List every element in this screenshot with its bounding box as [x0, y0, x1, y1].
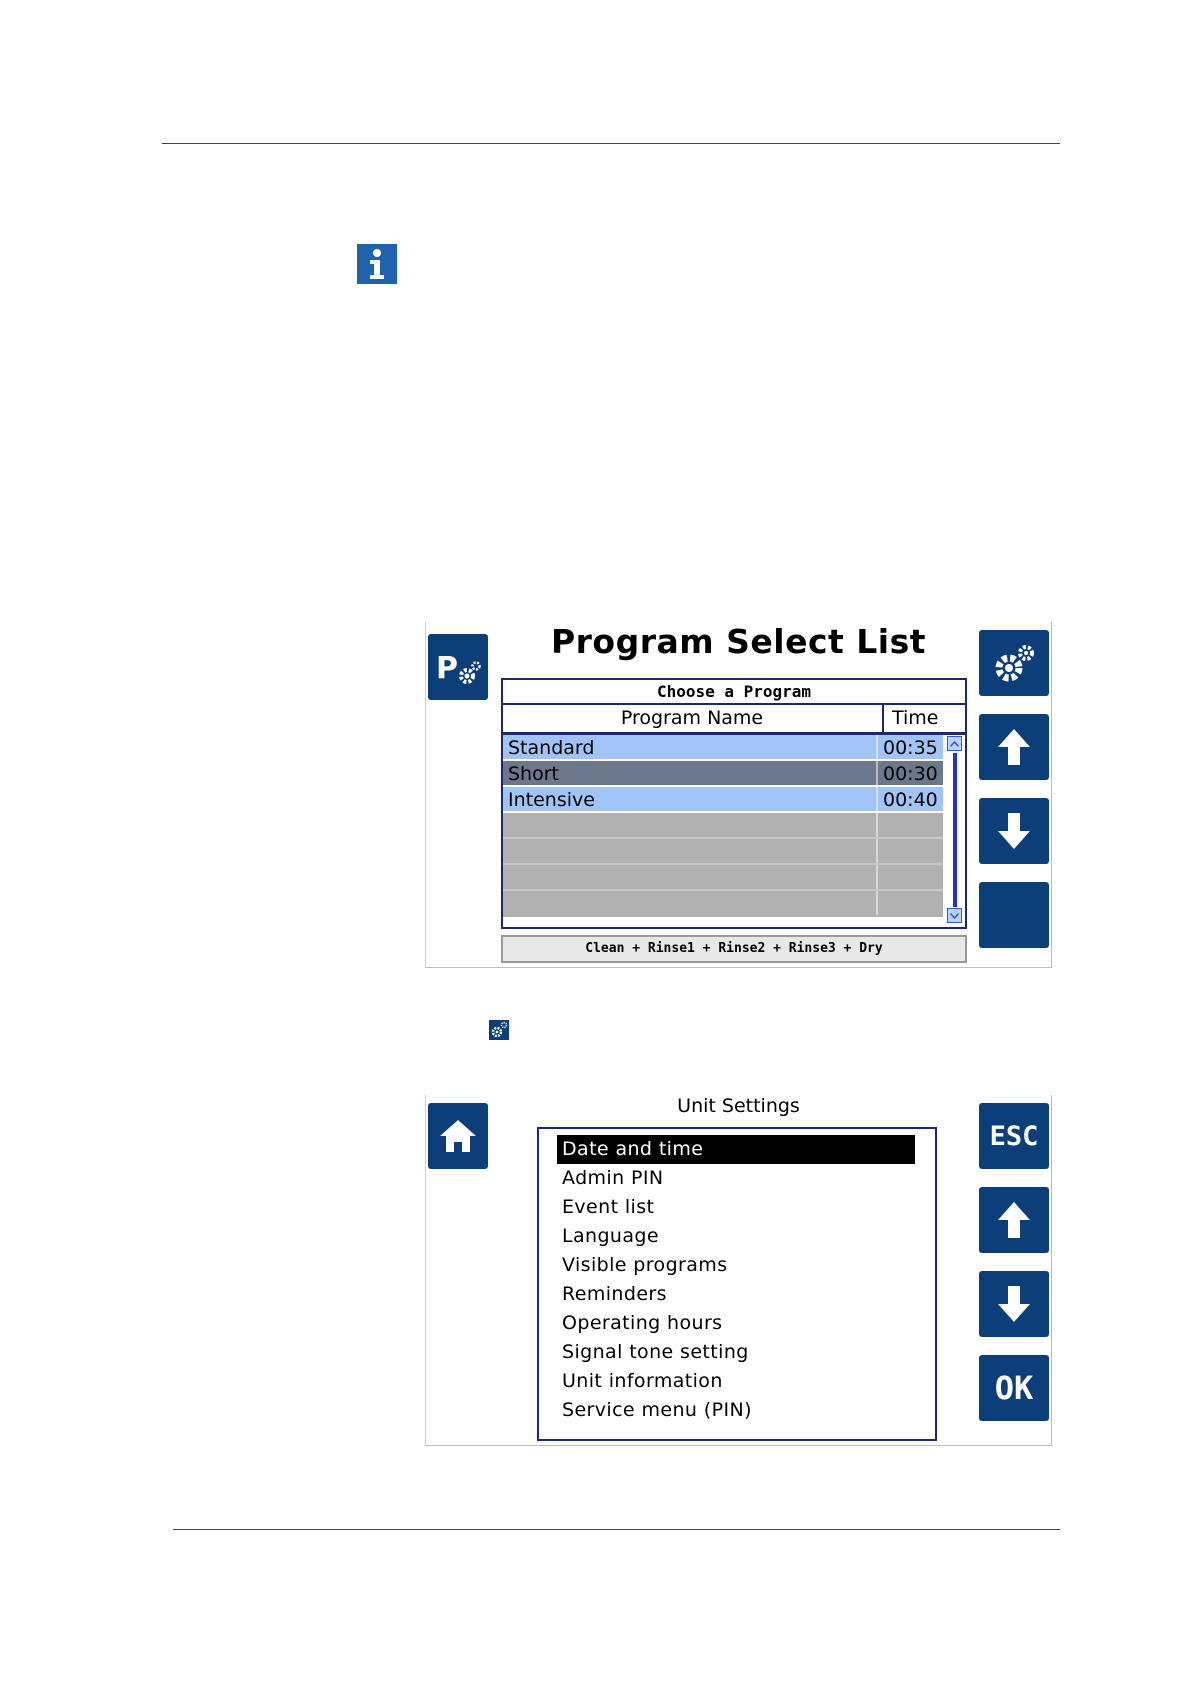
table-row[interactable] — [503, 761, 943, 787]
scroll-down-icon[interactable] — [947, 908, 962, 923]
unit-settings-screen — [425, 1095, 1052, 1446]
esc-button[interactable] — [979, 1103, 1049, 1169]
up-button[interactable] — [979, 714, 1049, 780]
column-program-name: Program Name — [620, 707, 764, 729]
menu-item-unit-information[interactable]: Unit information — [562, 1370, 723, 1392]
down-button[interactable] — [979, 1271, 1049, 1337]
program-sequence: Clean + Rinse1 + Rinse2 + Rinse3 + Dry — [501, 935, 967, 963]
arrow-down-icon — [996, 1284, 1032, 1324]
table-row[interactable] — [503, 839, 943, 865]
menu-item-language[interactable]: Language — [562, 1225, 659, 1247]
scroll-track[interactable] — [953, 753, 957, 907]
menu-item-service-menu[interactable]: Service menu (PIN) — [562, 1399, 752, 1421]
menu-item-admin-pin[interactable]: Admin PIN — [562, 1167, 664, 1189]
blank-button[interactable] — [979, 882, 1049, 948]
table-row[interactable] — [503, 865, 943, 891]
screen-title: Program Select List — [550, 622, 927, 661]
svg-text:P: P — [436, 651, 458, 686]
menu-item-event-list[interactable]: Event list — [562, 1196, 655, 1218]
ok-label: OK — [994, 1369, 1034, 1407]
arrow-up-icon — [996, 727, 1032, 767]
ok-button[interactable] — [979, 1355, 1049, 1421]
program-table — [501, 703, 967, 929]
info-icon — [357, 244, 397, 284]
program-time: 00:35 — [883, 737, 938, 759]
table-row[interactable] — [503, 891, 943, 917]
table-row[interactable] — [503, 813, 943, 839]
arrow-down-icon — [996, 811, 1032, 851]
program-name: Short — [508, 763, 559, 785]
scroll-up-icon[interactable] — [947, 736, 962, 751]
menu-item-operating-hours[interactable]: Operating hours — [562, 1312, 723, 1334]
settings-menu — [537, 1127, 937, 1441]
table-header — [503, 705, 965, 735]
table-row[interactable] — [503, 735, 943, 761]
menu-item-visible-programs[interactable]: Visible programs — [562, 1254, 728, 1276]
footer-rule — [173, 1529, 1060, 1530]
settings-button[interactable] — [979, 630, 1049, 696]
settings-small-icon — [489, 1020, 509, 1040]
up-button[interactable] — [979, 1187, 1049, 1253]
program-rows — [503, 735, 943, 917]
program-select-screen — [425, 622, 1052, 968]
menu-item-signal-tone-setting[interactable]: Signal tone setting — [562, 1341, 749, 1363]
table-row[interactable] — [503, 787, 943, 813]
choose-program-label: Choose a Program — [501, 678, 967, 706]
menu-item-reminders[interactable]: Reminders — [562, 1283, 667, 1305]
screen-title: Unit Settings — [677, 1095, 800, 1117]
menu-item-date-and-time[interactable]: Date and time — [557, 1135, 915, 1164]
esc-label: ESC — [989, 1120, 1039, 1152]
column-time: Time — [882, 705, 965, 732]
program-name: Standard — [508, 737, 595, 759]
home-icon — [438, 1117, 478, 1155]
down-button[interactable] — [979, 798, 1049, 864]
program-time: 00:40 — [883, 789, 938, 811]
header-rule — [162, 143, 1060, 144]
gear-icon — [989, 640, 1039, 686]
arrow-up-icon — [996, 1200, 1032, 1240]
table-scrollbar[interactable] — [945, 735, 965, 925]
program-time: 00:30 — [883, 763, 938, 785]
program-name: Intensive — [508, 789, 595, 811]
